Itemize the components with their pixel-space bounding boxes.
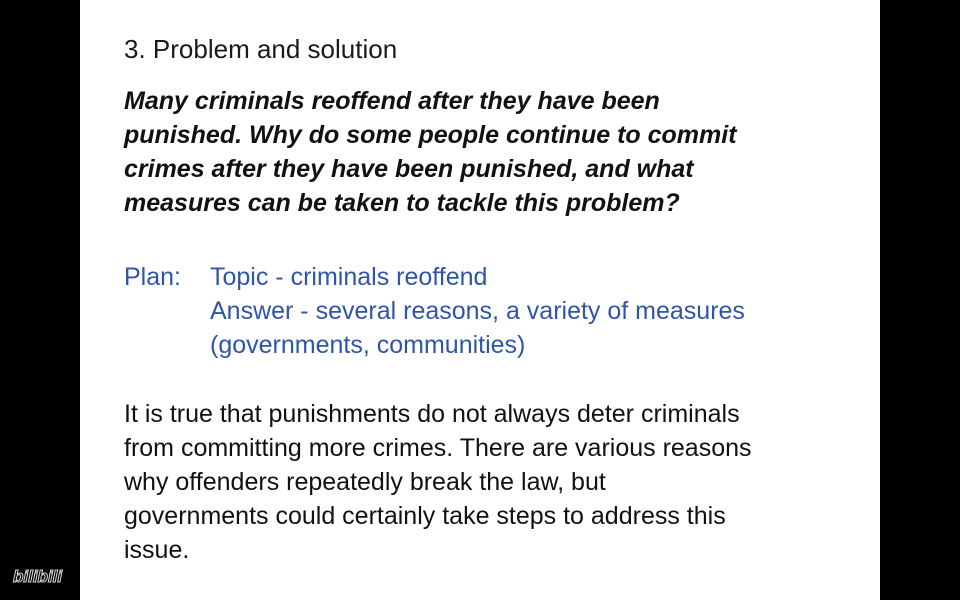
- paragraph-line: why offenders repeatedly break the law, but: [124, 468, 606, 496]
- paragraph-line: governments could certainly take steps to address this: [124, 502, 726, 530]
- question-line: measures can be taken to tackle this problem?: [124, 189, 680, 217]
- bilibili-logo-text: bilibili: [13, 567, 63, 586]
- essay-question: [124, 84, 854, 220]
- plan-line-detail: (governments, communities): [210, 331, 526, 359]
- introduction-paragraph: [124, 397, 854, 567]
- bilibili-logo-icon: [12, 562, 74, 588]
- paragraph-line: issue.: [124, 536, 190, 564]
- plan-lines: [210, 260, 860, 362]
- section-heading: 3. Problem and solution: [124, 34, 398, 64]
- paragraph-line: from committing more crimes. There are various reasons: [124, 434, 752, 462]
- question-line: Many criminals reoffend after they have been: [124, 87, 660, 115]
- slide: [80, 0, 880, 600]
- plan-line-topic: Topic - criminals reoffend: [210, 263, 488, 291]
- plan-label: Plan:: [124, 263, 181, 291]
- plan-line-answer: Answer - several reasons, a variety of measures: [210, 297, 745, 325]
- paragraph-line: It is true that punishments do not always deter criminals: [124, 400, 740, 428]
- question-line: crimes after they have been punished, and what: [124, 155, 694, 183]
- question-line: punished. Why do some people continue to commit: [124, 121, 737, 149]
